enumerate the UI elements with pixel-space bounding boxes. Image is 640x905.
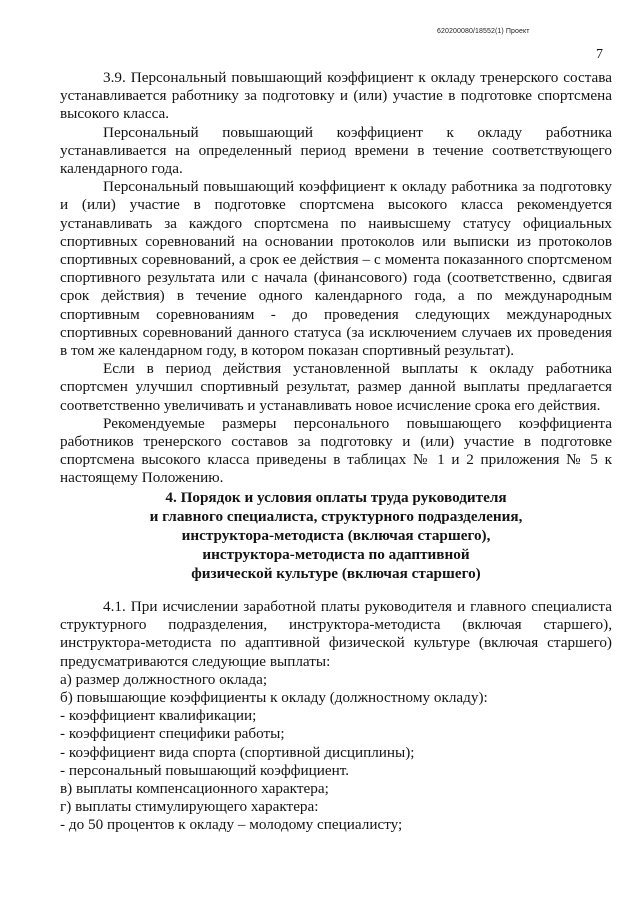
paragraph: Персональный повышающий коэффициент к окладу работника за подготовку и (или) участие в подготовке спортсмена высокого класса рекомендуется устанавливать за каждого спортсмена по наивысшему статусу официальных спортивных соревнований на основании протоколов или выписки из протоколов спортивных соревнований, а срок ее действия – с момента показанного спортсменом спортивного результата или с начала (финансового) года (соответственно, сдвигая срок действия) в течение одного календарного года, а по международным спортивным соревнованиям - до проведения следующих международных спортивных соревнований данного статуса (за исключением случаев их проведения в том же календарном году, в котором показан спортивный результат).	[60, 178, 612, 360]
list-item: в) выплаты компенсационного характера;	[60, 780, 329, 798]
heading-line: 4. Порядок и условия оплаты труда руководителя	[165, 489, 507, 506]
list-item: б) повышающие коэффициенты к окладу (должностному окладу):	[60, 689, 488, 707]
heading-line: инструктора-методиста по адаптивной	[202, 546, 470, 563]
payments-list	[60, 671, 612, 835]
list-item: - персональный повышающий коэффициент.	[60, 761, 349, 779]
section-3-body	[60, 69, 612, 488]
list-item: - коэффициент квалификации;	[60, 707, 257, 725]
page-number: 7	[596, 47, 603, 62]
list-item: - до 50 процентов к окладу – молодому специалисту;	[60, 816, 403, 834]
list-item: а) размер должностного оклада;	[60, 670, 268, 688]
list-item: г) выплаты стимулирующего характера:	[60, 798, 319, 816]
paragraph: 3.9. Персональный повышающий коэффициент к окладу тренерского состава устанавливается работнику за подготовку и (или) участие в подготовке спортсмена высокого класса.	[60, 69, 612, 123]
heading-line: физической культуре (включая старшего)	[191, 565, 481, 582]
paragraph: Персональный повышающий коэффициент к окладу работника устанавливается на определенный период времени в течение соответствующего календарного года.	[60, 123, 612, 178]
section-4-body	[60, 598, 612, 835]
document-id: 620200080/18552(1) Проект	[437, 28, 530, 35]
list-item: - коэффициент специфики работы;	[60, 725, 285, 743]
paragraph: 4.1. При исчислении заработной платы руководителя и главного специалиста структурного подразделения, инструктора-методиста (включая старшего), инструктора-методиста по адаптивной физической культуре (включая старшего) предусматриваются следующие выплаты:	[60, 598, 612, 670]
section-4-heading	[60, 488, 612, 583]
list-item: - коэффициент вида спорта (спортивной дисциплины);	[60, 743, 415, 761]
paragraph: Рекомендуемые размеры персонального повышающего коэффициента работников тренерского составов за подготовку и (или) участие в подготовке спортсмена высокого класса приведены в таблицах № 1 и 2 приложения № 5 к настоящему Положению.	[60, 414, 612, 487]
heading-line: и главного специалиста, структурного подразделения,	[149, 508, 523, 525]
heading-line: инструктора-методиста (включая старшего),	[181, 527, 491, 544]
paragraph: Если в период действия установленной выплаты к окладу работника спортсмен улучшил спортивный результат, размер данной выплаты предлагается соответственно увеличивать и устанавливать новое исчисление срока его действия.	[60, 360, 612, 414]
